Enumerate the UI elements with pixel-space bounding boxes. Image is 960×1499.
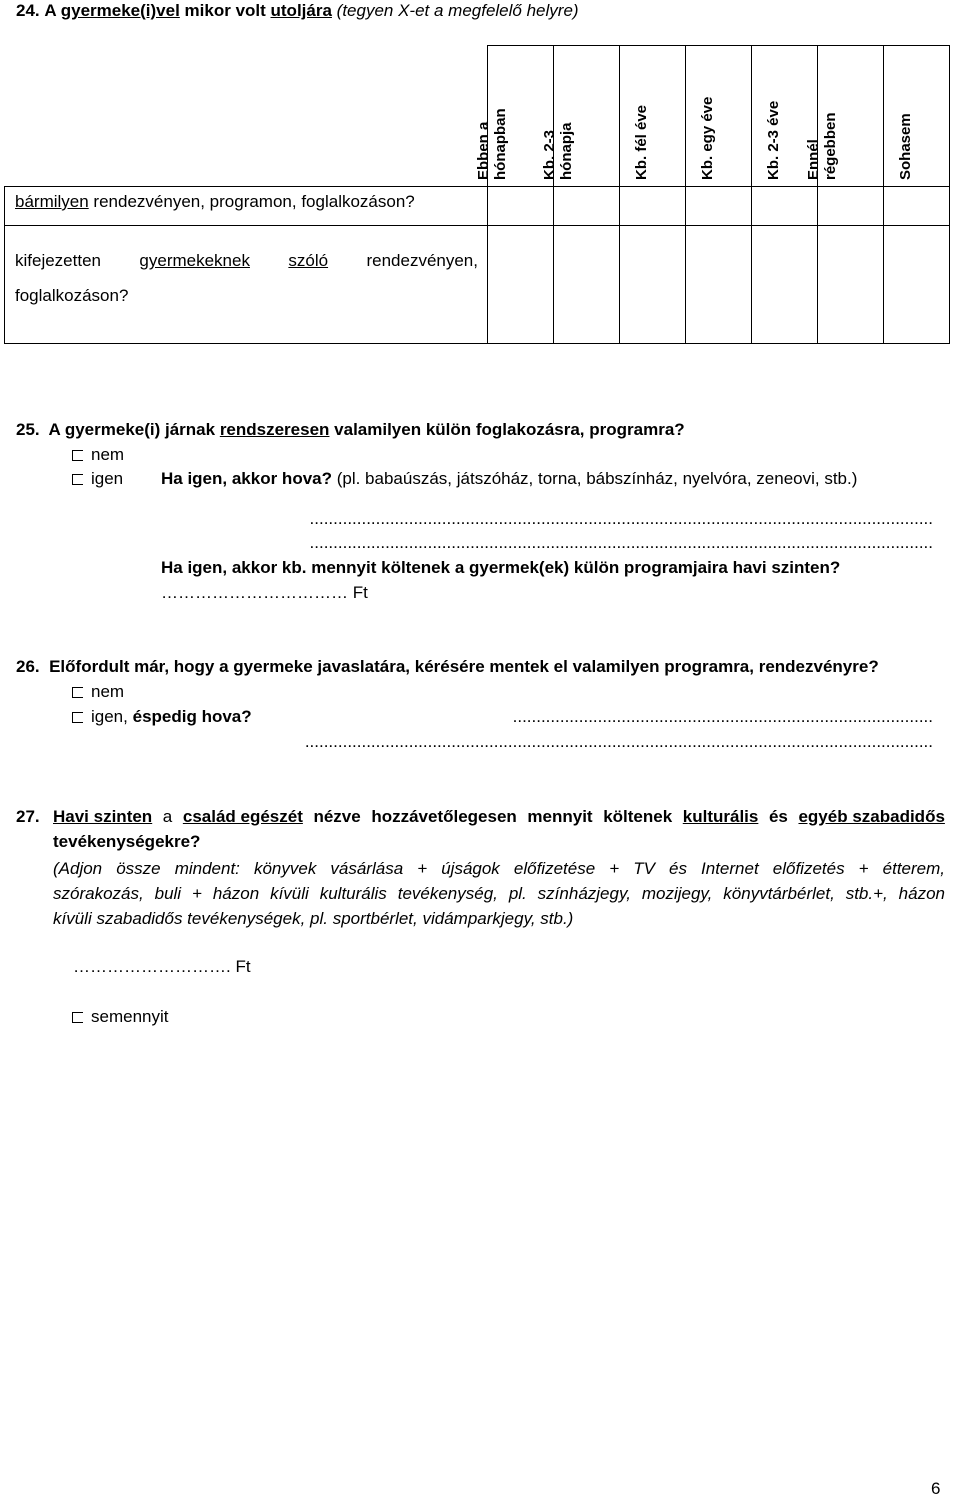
q24-cell[interactable] (818, 187, 884, 226)
q24-cell[interactable] (752, 187, 818, 226)
q24-cell[interactable] (554, 187, 620, 226)
q24-cell[interactable] (488, 187, 554, 226)
q24-col-4: Kb. 2-3 éve (752, 46, 818, 187)
q24-title-u2: utoljára (270, 1, 332, 20)
q27-option-none[interactable]: semennyit (72, 1006, 168, 1028)
q24-col-2: Kb. fél éve (620, 46, 686, 187)
q24-title-b: mikor volt (179, 1, 271, 20)
q24-heading (16, 0, 579, 22)
q27-question-word: család egészét (182, 807, 303, 826)
q26-answer-line-2[interactable]: ..................................................................................................................................... (304, 732, 933, 751)
q25-cost-field[interactable]: …………………………… Ft (161, 583, 368, 602)
q27-question-word: a (162, 807, 173, 826)
q27-question-word: egyéb szabadidős (798, 807, 945, 826)
q27-question-word: kulturális (682, 807, 759, 826)
q24-cell[interactable] (554, 226, 620, 344)
q26-answer-line-1[interactable]: ......................................................................................... (512, 707, 933, 726)
checkbox-icon[interactable] (72, 450, 83, 461)
q25-where: Ha igen, akkor hova? (pl. babaúszás, játszóház, torna, bábszínház, nyelvóra, zeneovi, stb.) (161, 469, 858, 488)
q24-cell[interactable] (884, 226, 950, 344)
q27-question-line-1 (53, 806, 945, 828)
q25-answer-line-2[interactable]: .................................................................................................................................... (309, 533, 933, 552)
q24-row-1-label: bármilyen rendezvényen, programon, foglalkozáson? (5, 187, 488, 226)
q27-number: 27. (16, 807, 40, 826)
q25-cost-question: Ha igen, akkor kb. mennyit költenek a gyermek(ek) külön programjaira havi szinten? (161, 558, 841, 577)
q24-col-3: Kb. egy éve (686, 46, 752, 187)
q26-option-igen[interactable]: igen, éspedig hova? (72, 706, 252, 728)
q25-question: 25. A gyermeke(i) járnak rendszeresen valamilyen külön foglakozásra, programra? (16, 420, 685, 439)
q24-hint: (tegyen X-et a megfelelő helyre) (336, 1, 579, 20)
q24-cell[interactable] (818, 226, 884, 344)
q24-cell[interactable] (752, 226, 818, 344)
q24-cell[interactable] (488, 226, 554, 344)
checkbox-icon[interactable] (72, 1012, 83, 1023)
q25-answer-line-1[interactable]: .................................................................................................................................... (309, 509, 933, 528)
q24-cell[interactable] (620, 187, 686, 226)
q24-col-5: Ennél régebben (818, 46, 884, 187)
q25-option-igen[interactable]: igen (72, 468, 123, 490)
q27-question-word: hozzávetőlegesen (371, 807, 517, 826)
q24-title-u1: gyermeke(i)vel (60, 1, 180, 20)
q24-cell[interactable] (686, 226, 752, 344)
q24-cell[interactable] (620, 226, 686, 344)
q27-question-word: mennyit (527, 807, 593, 826)
q24-col-0: Ebben a hónapban (488, 46, 554, 187)
q24-row-2 (5, 226, 950, 344)
q24-corner (5, 46, 488, 187)
q26-question: 26. Előfordult már, hogy a gyermeke javaslatára, kérésére mentek el valamilyen programra, rendezvényre? (16, 657, 879, 676)
checkbox-icon[interactable] (72, 712, 83, 723)
q24-col-1: Kb. 2-3 hónapja (554, 46, 620, 187)
q27-question-line-2: tevékenységekre? (53, 832, 201, 851)
checkbox-icon[interactable] (72, 474, 83, 485)
q24-number: 24. (16, 1, 40, 20)
q24-col-6: Sohasem (884, 46, 950, 187)
q26-option-nem[interactable]: nem (72, 681, 124, 703)
q25-option-nem[interactable]: nem (72, 444, 124, 466)
q27-question-word: és (768, 807, 788, 826)
q24-title-a: A (44, 1, 61, 20)
page-number: 6 (931, 1479, 941, 1498)
checkbox-icon[interactable] (72, 687, 83, 698)
q27-amount-field[interactable]: ………………………. Ft (73, 957, 251, 976)
q27-question-word: költenek (603, 807, 673, 826)
q24-row-2-label: kifejezetten gyermekeknek szóló rendezvényen, foglalkozáson? (5, 226, 488, 344)
q27-question-word: Havi szinten (53, 807, 153, 826)
q27-note-line-3: kívüli szabadidős tevékenységek, pl. sportbérlet, vidámparkjegy, stb.) (53, 909, 574, 928)
q24-cell[interactable] (686, 187, 752, 226)
q27-note-line-1: (Adjon össze mindent: könyvek vásárlása + újságok előfizetése + TV és Internet előfizetés + étterem, (53, 859, 945, 878)
q24-row-1 (5, 187, 950, 226)
q27-question-word: nézve (313, 807, 361, 826)
q27-note-line-2: szórakozás, buli + házon kívüli kulturális tevékenység, pl. színházjegy, mozijegy, könyvtárbérlet, stb.+, házon (53, 884, 945, 903)
q24-grid (4, 45, 950, 344)
q24-cell[interactable] (884, 187, 950, 226)
